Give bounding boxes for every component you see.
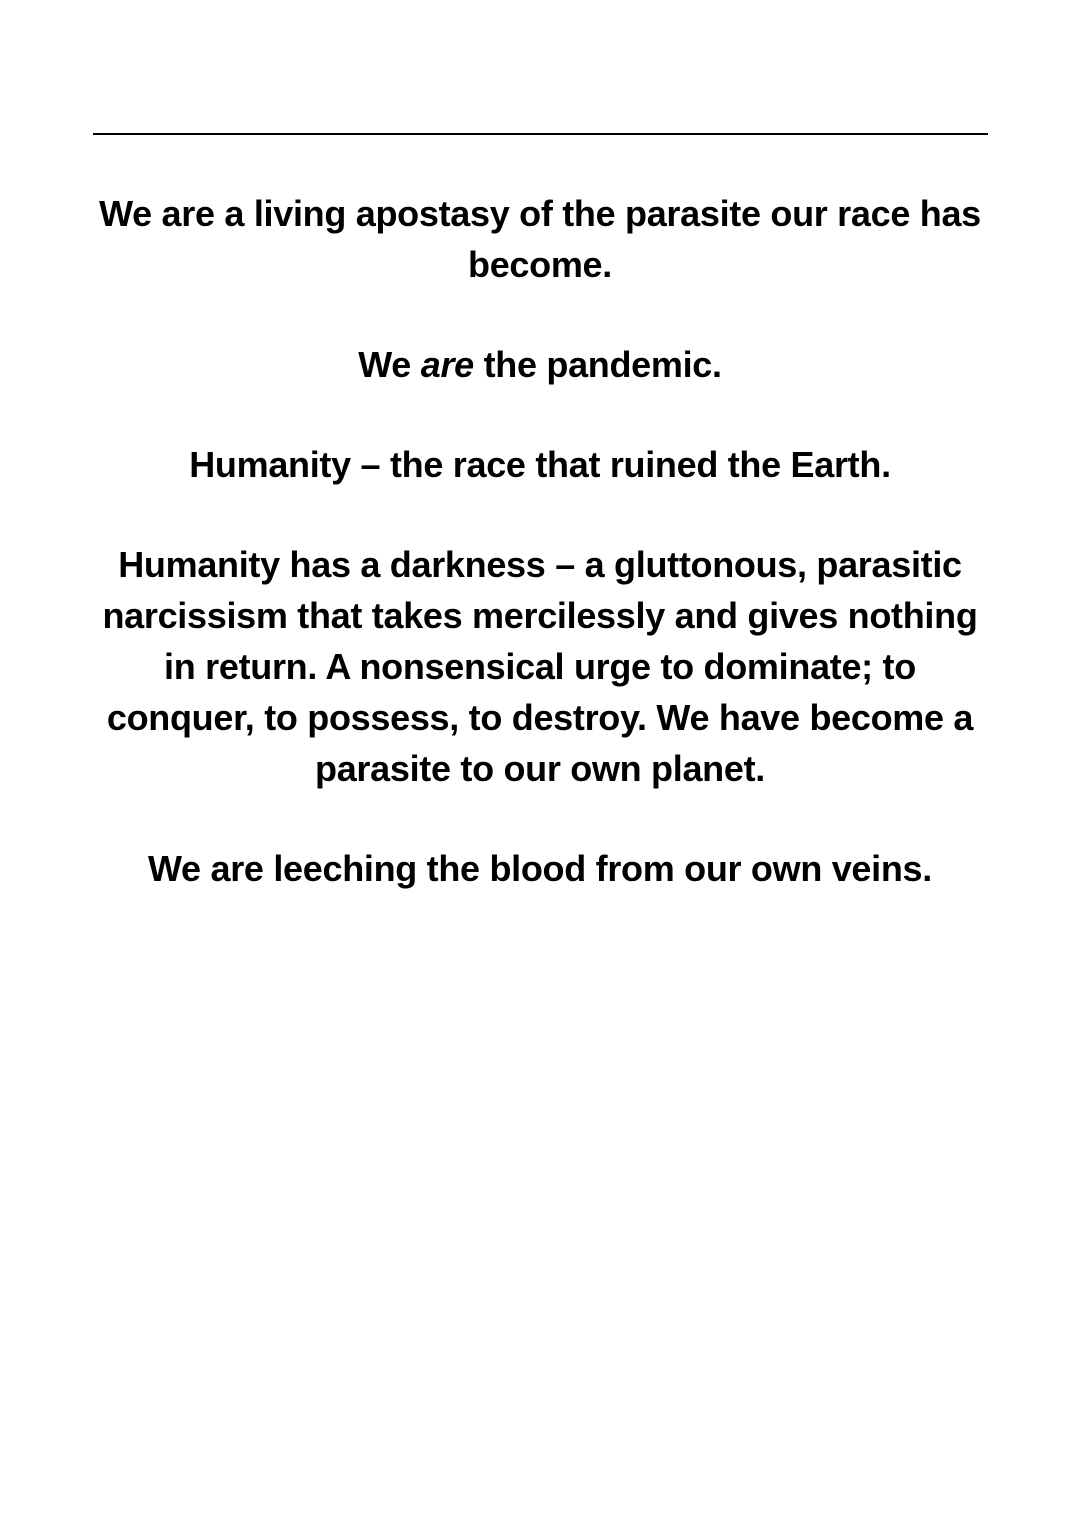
paragraph-pandemic-end: the pandemic.	[473, 344, 722, 385]
document-body	[88, 188, 992, 894]
paragraph-apostasy: We are a living apostasy of the parasite our race has become.	[99, 193, 981, 285]
paragraph-pandemic-start: We	[358, 344, 421, 385]
paragraph-humanity-darkness: Humanity has a darkness – a gluttonous, parasitic narcissism that takes mercilessly and gives nothing in return. A nonsensical urge to dominate; to conquer, to possess, to destroy. We have become a parasite to our own planet.	[102, 544, 978, 789]
emphasis-are: are	[420, 344, 474, 385]
horizontal-rule	[93, 133, 988, 135]
paragraph-humanity-earth: Humanity – the race that ruined the Earth.	[189, 444, 891, 485]
paragraph-pandemic	[88, 339, 992, 390]
paragraph-leeching: We are leeching the blood from our own veins.	[148, 848, 932, 889]
